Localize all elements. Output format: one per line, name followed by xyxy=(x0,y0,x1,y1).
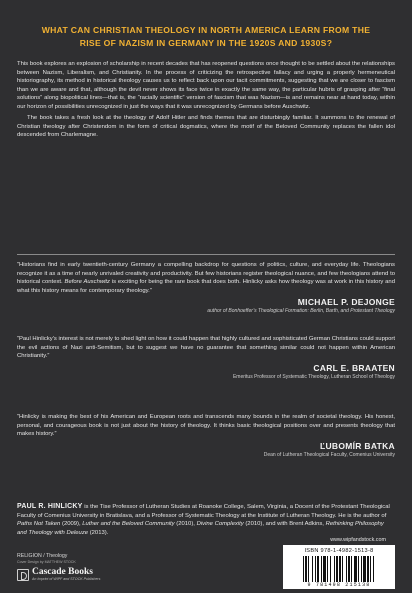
category-label: RELIGION / Theology xyxy=(17,553,68,559)
endorser-role-3: Dean of Lutheran Theological Faculty, Comenius University xyxy=(263,451,395,458)
publisher-name: Cascade Books xyxy=(32,567,93,577)
endorser-name-2: CARL E. BRAATEN xyxy=(313,362,395,373)
isbn-number: ISBN 978-1-4982-1513-8 xyxy=(304,548,374,554)
endorsement-2 xyxy=(17,335,395,381)
description-paragraph-2: The book takes a fresh look at the theology of Adolf Hitler and finds themes that are disturbingly familiar. It summons to the renewal of Christian theology after Christendom in the form of critical dogmatics, where the motif of the Beloved Community replaces the fallen idol descended from Charlemagne. xyxy=(17,115,395,138)
barcode-bars xyxy=(287,556,391,582)
author-name: PAUL R. HINLICKY xyxy=(17,503,83,510)
headline: WHAT CAN CHRISTIAN THEOLOGY IN NORTH AMERICA LEARN FROM THE RISE OF NAZISM IN GERMANY IN THE 1920S AND 1930S? xyxy=(41,25,371,48)
endorsement-3 xyxy=(17,413,395,459)
section-divider xyxy=(17,254,395,255)
endorsement-3-text: “Hinlicky is making the best of his American and European roots and transcends many bounds in the realm of societal theology. His honest, personal, and courageous book is not just about the history of theology. It thinks basic theological positions over and presents theology that makes history.” xyxy=(17,414,395,437)
endorser-name-1: MICHAEL P. DEJONGE xyxy=(297,297,395,307)
endorser-role-2: Emeritus Professor of Systematic Theology, Lutheran School of Theology xyxy=(232,373,395,380)
author-bio: PAUL R. HINLICKY is the Tise Professor of Lutheran Studies at Roanoke College, Salem, Virginia, a Docent of the Protestant Theological Faculty of Comenius University in Bratislava, and a Professor of Systematic Theology at the Institute of Lutheran Theology. He is the author of Paths Not Taken (2009), Luther and the Beloved Community (2010), Divine Complexity (2010), and with Brent Adkins, Rethinking Philosophy and Theology with Deleuze (2013). xyxy=(17,503,390,536)
book-description xyxy=(17,60,395,143)
publisher-url: www.wipfandstock.com xyxy=(330,537,386,543)
barcode-bar xyxy=(374,556,375,582)
endorsement-2-text: “Paul Hinlicky’s interest is not merely to shed light on how it could happen that highly cultured and sophisticated German Christians could support the evil actions of Nazi anti-Semitism, but to suggest we have no guarantee that something similar could not happen within American Christianity.” xyxy=(17,336,395,359)
publisher-imprint: An Imprint of WIPF and STOCK Publishers xyxy=(32,577,101,581)
cover-design-credit: Cover Design by MATTHEW STOCK xyxy=(17,560,76,564)
publisher-logo xyxy=(17,567,100,582)
description-paragraph-1: This book explores an explosion of scholarship in recent decades that has reopened questions once thought to be settled about the relationships between Nazism, Liberalism, and Christianity. In the process of criticizing the retrospective fallacy and urging a properly hermeneutical historiography, its method in historical theology causes us to reflect back upon our tacit commitments, suggesting that we are closer to fascism than we are aware and that, although the devil never shows its face twice in exactly the same way, the particular hubris of grasping after “final solutions” along biopolitical lines—that is, the “racially scientific” version of fascism that was Nazism—is and remains near at hand today, within our horizon of possibilities unrecognized in just the ways that it was unrecognized by Germans before Auschwitz. xyxy=(17,61,395,110)
endorser-role-1: author of Bonhoeffer’s Theological Formation: Berlin, Barth, and Protestant Theology xyxy=(207,308,395,314)
publisher-block xyxy=(17,553,100,582)
endorsement-1 xyxy=(17,261,395,315)
cascade-logo-icon xyxy=(17,569,29,581)
endorser-name-3: ĽUBOMÍR BATKA xyxy=(319,440,395,451)
endorsement-1-text: “Historians find in early twentieth-century Germany a compelling backdrop for questions of politics, culture, and everyday life. Theologians recognize it as a time of nearly unrivaled creativity and productivity. But few historians register theological nuance, and few theologians attend to historical context. Before Auschwitz is exciting for being the rare book that does both. Hinlicky asks how theology was at work in this history and what this history means for contemporary theology.” xyxy=(17,262,395,294)
isbn-barcode xyxy=(283,545,395,589)
barcode-digits: 9 781498 215138 xyxy=(307,582,371,588)
